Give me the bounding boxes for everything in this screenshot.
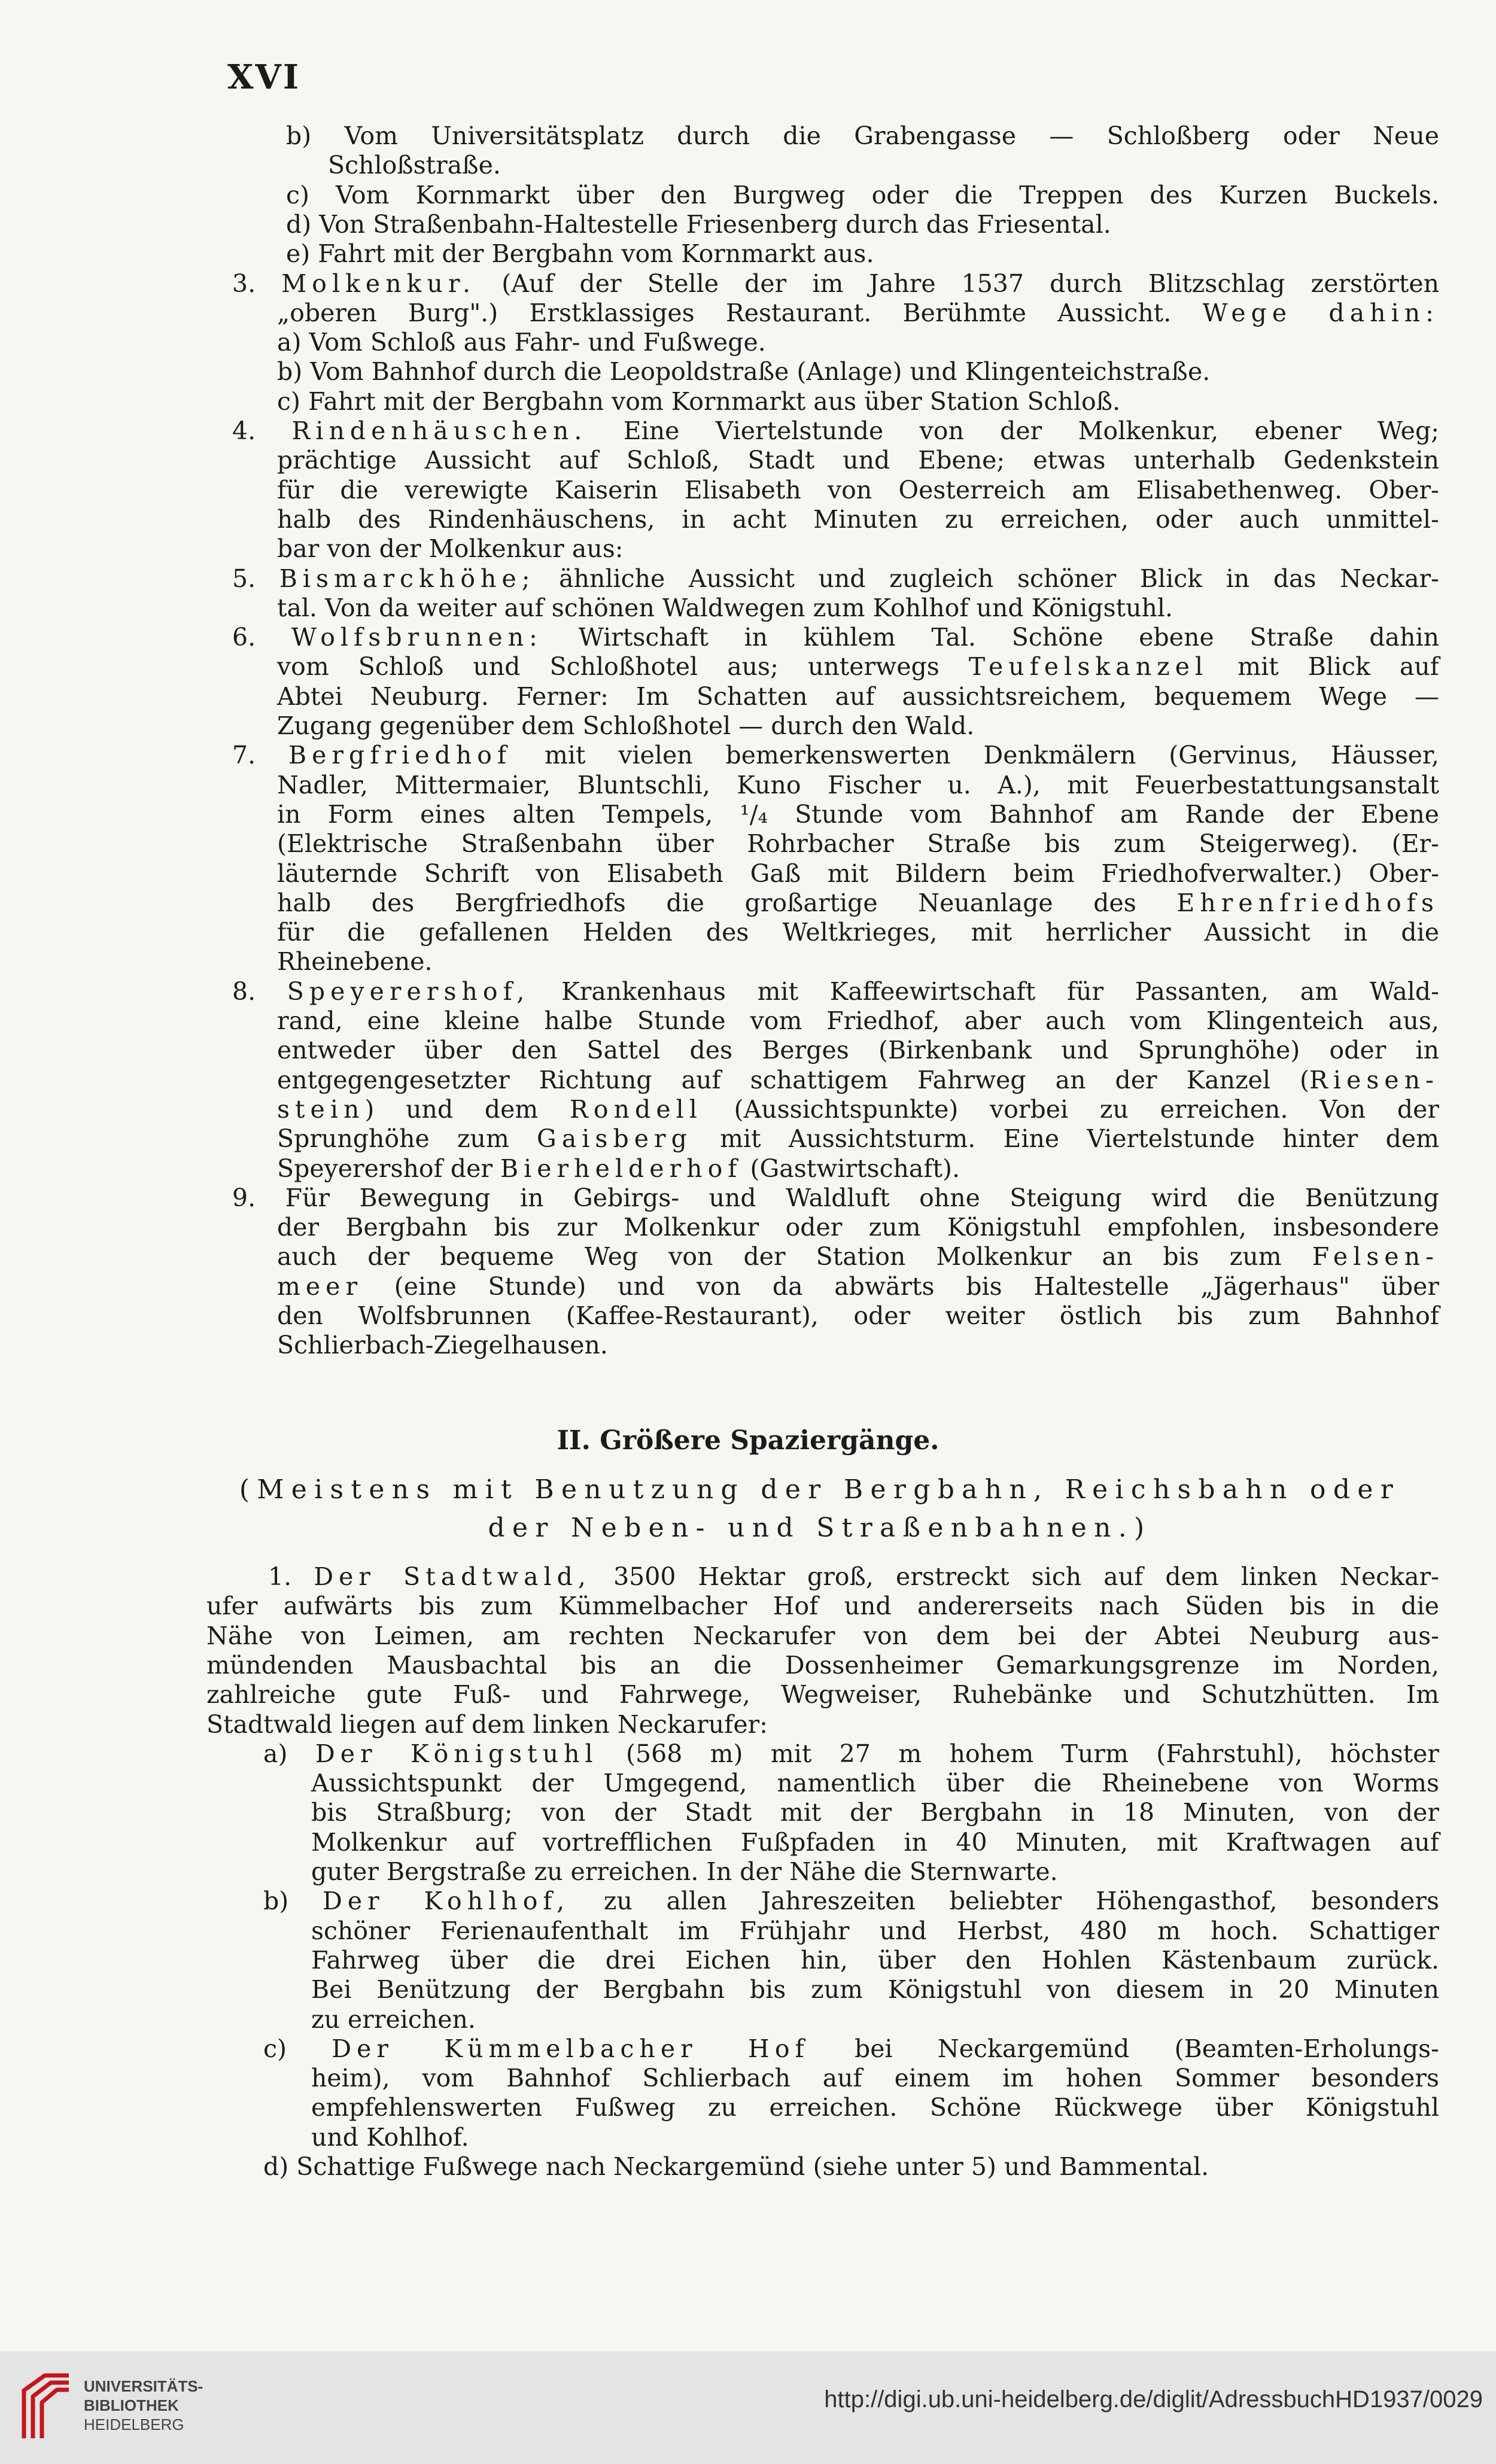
text-line: e) Fahrt mit der Bergbahn vom Kornmarkt aus. — [286, 239, 874, 268]
text-segment: (Gastwirtschaft). — [742, 1154, 960, 1183]
text-line — [277, 1242, 1439, 1271]
text-segment: a) — [263, 1739, 315, 1768]
text-line — [263, 1739, 1439, 1769]
text-line — [277, 1065, 1439, 1095]
logo-line-2: BIBLIOTHEK — [84, 2396, 179, 2414]
text-line: prächtige Aussicht auf Schloß, Stadt und Ebene; etwas unterhalb Gedenkstein — [277, 446, 1439, 474]
text-segment: (568 m) mit 27 m hohem Turm (Fahrstuhl), höchster — [598, 1739, 1440, 1768]
text-line — [277, 652, 1439, 682]
spaced-term: Molkenkur. — [281, 269, 476, 298]
text-line — [232, 740, 1439, 770]
text-line: Abtei Neuburg. Ferner: Im Schatten auf aussichtsreichem, bequemem Wege — — [277, 682, 1439, 711]
spaced-term: Rindenhäuschen. — [291, 416, 588, 445]
text-line: empfehlenswerten Fußweg zu erreichen. Schöne Rückwege über Königstuhl — [311, 2093, 1439, 2122]
text-line: und Kohlhof. — [311, 2123, 469, 2152]
text-line — [232, 622, 1439, 652]
text-segment: zu allen Jahreszeiten beliebter Höhengasthof, besonders — [570, 1887, 1439, 1915]
text-line: für die gefallenen Helden des Weltkrieges, mit herrlicher Aussicht in die — [277, 918, 1439, 947]
spaced-term: Der Stadtwald, — [314, 1562, 591, 1591]
text-segment: entgegengesetzter Richtung auf schattigem Fahrweg an der Kanzel ( — [277, 1066, 1310, 1094]
text-line: Nadler, Mittermaier, Bluntschli, Kuno Fischer u. A.), mit Feuerbestattungsanstalt — [277, 771, 1439, 799]
text-segment: ) und dem — [364, 1095, 570, 1124]
library-logo-text — [84, 2377, 203, 2434]
text-segment: mit vielen bemerkenswerten Denkmälern (Gervinus, Häusser, — [512, 741, 1440, 769]
text-segment: 1. — [268, 1562, 314, 1591]
text-line: a) Vom Schloß aus Fahr- und Fußwege. — [277, 328, 766, 357]
section-heading: II. Größere Spaziergänge. — [557, 1425, 939, 1456]
spaced-term: Der Königstuhl — [315, 1739, 598, 1768]
text-segment: 4. — [232, 416, 292, 445]
page-number: XVI — [227, 57, 301, 97]
text-line — [263, 1886, 1439, 1916]
text-segment: c) — [263, 2034, 332, 2063]
spaced-term: Bierhelderhof — [500, 1154, 743, 1183]
text-line: 9. Für Bewegung in Gebirgs- und Waldluft ohne Steigung wird die Benützung — [232, 1184, 1439, 1212]
text-segment: ähnliche Aussicht und zugleich schöner Blick in das Neckar- — [535, 564, 1439, 593]
text-line: zu erreichen. — [311, 2005, 476, 2034]
logo-line-3: HEIDELBERG — [84, 2416, 184, 2433]
text-segment: 6. — [232, 623, 291, 652]
text-segment: „oberen Burg".) Erstklassiges Restaurant. Berühmte Aussicht. — [277, 299, 1203, 327]
text-line: bis Straßburg; von der Stadt mit der Bergbahn in 18 Minuten, von der — [311, 1798, 1439, 1827]
text-segment: 8. — [232, 977, 287, 1006]
text-line: d) Von Straßenbahn-Haltestelle Friesenberg durch das Friesental. — [286, 210, 1111, 239]
text-line: Rheinebene. — [277, 947, 433, 976]
text-segment: Sprunghöhe zum — [277, 1124, 537, 1153]
spaced-term: Ehrenfriedhofs — [1176, 889, 1439, 917]
spaced-term: stein — [277, 1095, 365, 1124]
text-line: Aussichtspunkt der Umgegend, namentlich über die Rheinebene von Worms — [311, 1769, 1439, 1797]
text-segment: halb des Bergfriedhofs die großartige Neuanlage des — [277, 889, 1177, 917]
text-segment: (eine Stunde) und von da abwärts bis Haltestelle „Jägerhaus" über — [363, 1272, 1439, 1301]
spaced-term: Teufelskanzel — [968, 652, 1209, 681]
section-subheading: (Meistens mit Benutzung der Bergbahn, Reichsbahn oder der Neben- und Straßenbahnen.) — [239, 1474, 1401, 1543]
text-segment: Wirtschaft in kühlem Tal. Schöne ebene Straße dahin — [543, 623, 1439, 652]
text-line: für die verewigte Kaiserin Elisabeth von Oesterreich am Elisabethenweg. Ober- — [277, 476, 1439, 504]
text-line: Stadtwald liegen auf dem linken Neckarufer: — [206, 1710, 768, 1739]
text-segment: vom Schloß und Schloßhotel aus; unterwegs — [277, 652, 969, 681]
text-line: Schlierbach-Ziegelhausen. — [277, 1331, 608, 1359]
spaced-term: Wolfsbrunnen: — [291, 623, 543, 652]
text-segment: (Aussichtspunkte) vorbei zu erreichen. Von der — [702, 1095, 1439, 1124]
spaced-term: Gaisberg — [537, 1124, 692, 1153]
spaced-term: Speyerershof, — [287, 977, 530, 1006]
text-line: zahlreiche gute Fuß- und Fahrwege, Wegweiser, Ruhebänke und Schutzhütten. Im — [206, 1680, 1439, 1709]
text-line — [263, 2034, 1439, 2064]
spaced-term: Rondell — [570, 1095, 703, 1124]
text-line: ufer aufwärts bis zum Kümmelbacher Hof und andererseits nach Süden bis in die — [206, 1592, 1439, 1620]
text-line — [277, 298, 1439, 328]
text-line: heim), vom Bahnhof Schlierbach auf einem im hohen Sommer besonders — [311, 2064, 1439, 2092]
text-line: c) Vom Kornmarkt über den Burgweg oder die Treppen des Kurzen Buckels. — [286, 181, 1439, 209]
text-line: (Elektrische Straßenbahn über Rohrbacher Straße bis zum Steigerweg). (Er- — [277, 829, 1439, 858]
spaced-term: Felsen- — [1312, 1242, 1439, 1271]
text-line: schöner Ferienaufenthalt im Frühjahr und Herbst, 480 m hoch. Schattiger — [311, 1917, 1439, 1945]
text-line: halb des Rindenhäuschens, in acht Minuten zu erreichen, oder auch unmittel- — [277, 505, 1439, 534]
text-line: tal. Von da weiter auf schönen Waldwegen zum Kohlhof und Königstuhl. — [277, 594, 1173, 622]
text-line: in Form eines alten Tempels, ¹/₄ Stunde vom Bahnhof am Rande der Ebene — [277, 800, 1439, 829]
text-line — [277, 1124, 1439, 1154]
text-segment: 3500 Hektar groß, erstreckt sich auf dem linken Neckar- — [591, 1562, 1439, 1591]
text-line: b) Vom Bahnhof durch die Leopoldstraße (Anlage) und Klingenteichstraße. — [277, 357, 1211, 386]
text-segment: Krankenhaus mit Kaffeewirtschaft für Passanten, am Wald- — [530, 977, 1439, 1006]
text-segment: 3. — [232, 269, 282, 298]
text-line: der Bergbahn bis zur Molkenkur oder zum Königstuhl empfohlen, insbesondere — [277, 1213, 1439, 1242]
text-line — [277, 1271, 1439, 1301]
text-line: Bei Benützung der Bergbahn bis zum Königstuhl von diesem in 20 Minuten — [311, 1975, 1439, 2004]
text-segment: mit Aussichtsturm. Eine Viertelstunde hinter dem — [692, 1124, 1439, 1153]
text-line — [277, 1154, 960, 1184]
text-segment: auch der bequeme Weg von der Station Molkenkur an bis zum — [277, 1242, 1312, 1271]
source-url-link[interactable]: http://digi.ub.uni-heidelberg.de/diglit/AdressbuchHD1937/0029 — [824, 2386, 1483, 2413]
text-line — [232, 416, 1439, 446]
text-line — [277, 1094, 1439, 1124]
spaced-term: Riesen- — [1309, 1066, 1439, 1094]
spaced-term: Der Kohlhof, — [322, 1887, 570, 1915]
text-segment: mit Blick auf — [1208, 652, 1439, 681]
text-line: guter Bergstraße zu erreichen. In der Nähe die Sternwarte. — [311, 1857, 1058, 1886]
text-line: c) Fahrt mit der Bergbahn vom Kornmarkt aus über Station Schloß. — [277, 387, 1121, 416]
spaced-term: Wege dahin: — [1202, 299, 1439, 327]
spaced-term: Bergfriedhof — [288, 741, 512, 769]
spaced-term: meer — [277, 1272, 363, 1301]
text-segment: (Auf der Stelle der im Jahre 1537 durch Blitzschlag zerstörten — [476, 269, 1440, 298]
footer-bar — [0, 2352, 1496, 2464]
text-line: Zugang gegenüber dem Schloßhotel — durch den Wald. — [277, 711, 975, 740]
text-segment: Eine Viertelstunde von der Molkenkur, ebener Weg; — [587, 416, 1440, 445]
text-line: Schloßstraße. — [328, 151, 501, 180]
text-line: Molkenkur auf vortrefflichen Fußpfaden in 40 Minuten, mit Kraftwagen auf — [311, 1828, 1439, 1857]
text-line: bar von der Molkenkur aus: — [277, 534, 624, 563]
text-line — [232, 564, 1439, 594]
text-line — [232, 269, 1439, 299]
text-line — [232, 977, 1439, 1006]
text-line: d) Schattige Fußwege nach Neckargemünd (siehe unter 5) und Bammental. — [263, 2152, 1209, 2181]
text-line: entweder über den Sattel des Berges (Birkenbank und Sprunghöhe) oder in — [277, 1036, 1439, 1064]
spaced-term: Bismarckhöhe; — [279, 564, 536, 593]
text-line — [277, 888, 1439, 918]
text-line: mündenden Mausbachtal bis an die Dossenheimer Gemarkungsgrenze im Norden, — [206, 1651, 1439, 1680]
text-segment: b) — [263, 1887, 323, 1915]
text-line: b) Vom Universitätsplatz durch die Grabengasse — Schloßberg oder Neue — [286, 121, 1439, 150]
text-line: Fahrweg über die drei Eichen hin, über den Hohlen Kästenbaum zurück. — [311, 1946, 1439, 1975]
logo-line-1: UNIVERSITÄTS- — [84, 2377, 203, 2395]
library-logo-icon — [18, 2369, 75, 2444]
text-line: rand, eine kleine halbe Stunde vom Friedhof, aber auch vom Klingenteich aus, — [277, 1006, 1439, 1035]
text-segment: bei Neckargemünd (Beamten-Erholungs- — [809, 2034, 1439, 2063]
text-line: den Wolfsbrunnen (Kaffee-Restaurant), oder weiter östlich bis zum Bahnhof — [277, 1301, 1439, 1330]
text-line — [268, 1562, 1439, 1592]
text-line: läuternde Schrift von Elisabeth Gaß mit Bildern beim Friedhofverwalter.) Ober- — [277, 859, 1439, 888]
text-segment: 7. — [232, 741, 288, 769]
text-line: Nähe von Leimen, am rechten Neckarufer von dem bei der Abtei Neuburg aus- — [206, 1622, 1439, 1650]
spaced-term: Der Kümmelbacher Hof — [332, 2034, 810, 2063]
text-segment: Speyerershof der — [277, 1154, 500, 1183]
text-segment: 5. — [232, 564, 279, 593]
